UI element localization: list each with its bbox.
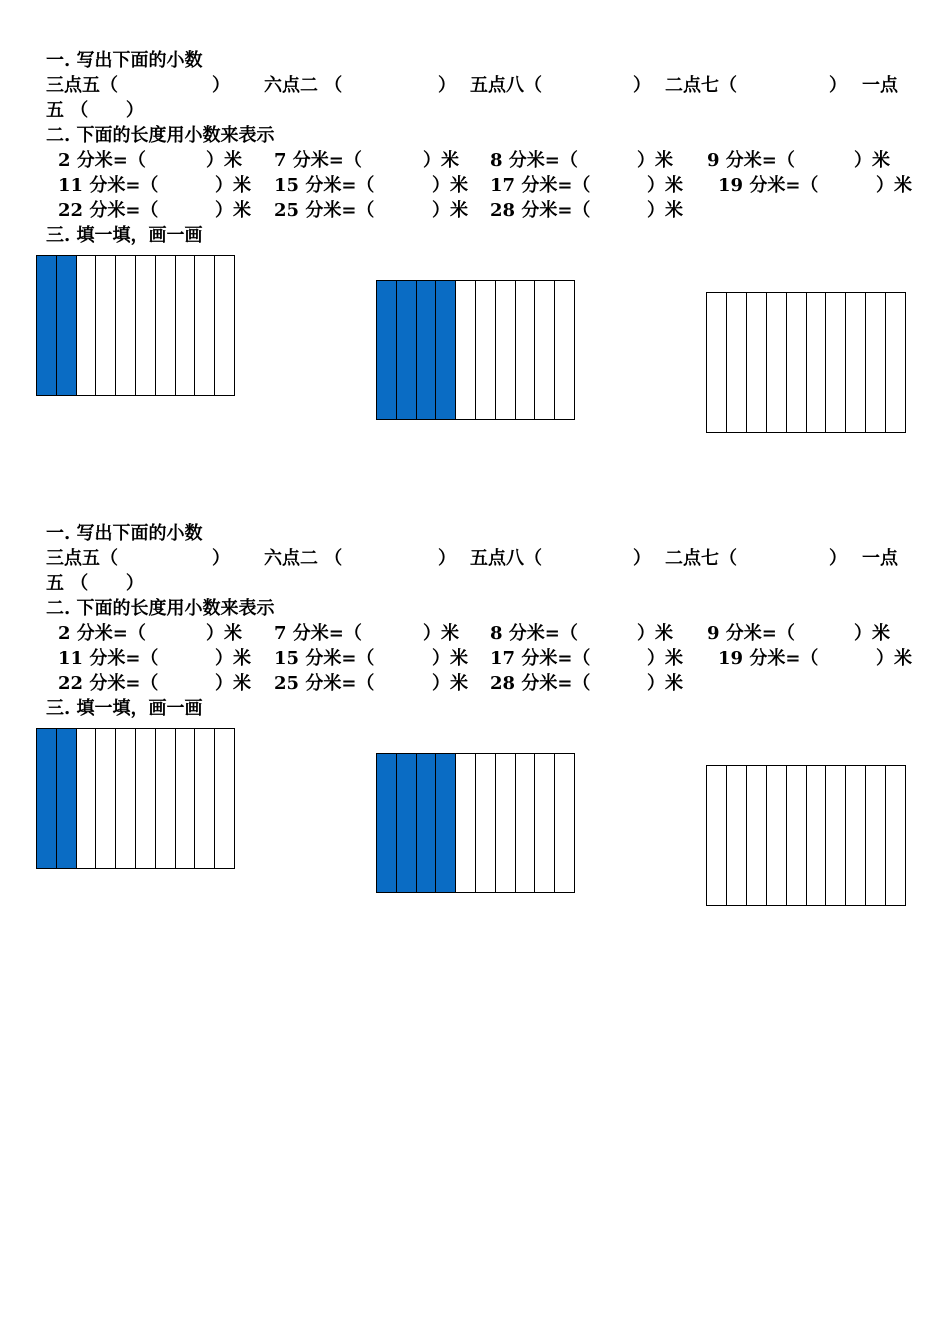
decimal-item: 六点二 （ <box>264 548 343 569</box>
decimal-item: ） <box>829 75 847 96</box>
decimal-item: 五点八（ <box>470 75 542 96</box>
empty-cell <box>866 766 886 905</box>
shaded-cell <box>417 754 437 892</box>
empty-cell <box>215 729 234 868</box>
empty-cell <box>707 766 727 905</box>
empty-cell <box>727 293 747 432</box>
length-question: 15 分米=（ <box>274 175 375 196</box>
tenths-strip <box>36 728 235 869</box>
empty-cell <box>176 256 196 395</box>
length-answer-close: ）米 <box>876 175 912 196</box>
length-answer-close: ）米 <box>876 648 912 669</box>
length-question: 28 分米=（ <box>490 673 591 694</box>
empty-cell <box>496 281 516 419</box>
length-answer-close: ）米 <box>647 648 683 669</box>
length-answer-close: ）米 <box>423 150 459 171</box>
decimal-item: ） <box>829 548 847 569</box>
empty-cell <box>747 293 767 432</box>
length-answer-close: ）米 <box>854 150 890 171</box>
empty-cell <box>516 754 536 892</box>
empty-cell <box>96 256 116 395</box>
shaded-cell <box>436 754 456 892</box>
length-answer-close: ）米 <box>854 623 890 644</box>
empty-cell <box>707 293 727 432</box>
decimal-item: 三点五（ <box>46 75 118 96</box>
length-question: 9 分米=（ <box>707 623 795 644</box>
length-question: 2 分米=（ <box>58 150 146 171</box>
length-answer-close: ）米 <box>432 200 468 221</box>
empty-cell <box>807 766 827 905</box>
decimal-item: 三点五（ <box>46 548 118 569</box>
tenths-strip <box>376 753 575 893</box>
length-answer-close: ）米 <box>647 175 683 196</box>
empty-cell <box>767 293 787 432</box>
empty-cell <box>456 281 476 419</box>
empty-cell <box>96 729 116 868</box>
length-answer-close: ）米 <box>432 673 468 694</box>
empty-cell <box>826 293 846 432</box>
shaded-cell <box>397 281 417 419</box>
section-1-title: 一. 写出下面的小数 <box>46 523 203 544</box>
length-question: 22 分米=（ <box>58 200 159 221</box>
decimal-item: 一点 <box>862 75 898 96</box>
length-question: 19 分米=（ <box>718 175 819 196</box>
length-answer-close: ）米 <box>432 648 468 669</box>
length-question: 22 分米=（ <box>58 673 159 694</box>
decimal-item: ） <box>212 75 230 96</box>
length-answer-close: ）米 <box>432 175 468 196</box>
empty-cell <box>787 293 807 432</box>
length-question: 25 分米=（ <box>274 673 375 694</box>
decimal-item: 六点二 （ <box>264 75 343 96</box>
length-question: 17 分米=（ <box>490 648 591 669</box>
empty-cell <box>555 754 574 892</box>
shaded-cell <box>397 754 417 892</box>
empty-cell <box>77 256 97 395</box>
decimal-item: ） <box>633 548 651 569</box>
decimal-item-wrap: 五 （ ） <box>46 573 144 594</box>
empty-cell <box>727 766 747 905</box>
shaded-cell <box>417 281 437 419</box>
shaded-cell <box>377 281 397 419</box>
empty-cell <box>195 256 215 395</box>
length-answer-close: ）米 <box>215 648 251 669</box>
length-question: 11 分米=（ <box>58 175 159 196</box>
empty-cell <box>156 256 176 395</box>
length-question: 15 分米=（ <box>274 648 375 669</box>
decimal-item: ） <box>212 548 230 569</box>
length-answer-close: ）米 <box>215 200 251 221</box>
decimal-item: 一点 <box>862 548 898 569</box>
decimal-item: ） <box>438 75 456 96</box>
empty-cell <box>136 256 156 395</box>
empty-cell <box>886 293 905 432</box>
section-1-title: 一. 写出下面的小数 <box>46 50 203 71</box>
empty-cell <box>476 281 496 419</box>
length-answer-close: ）米 <box>206 623 242 644</box>
length-question: 25 分米=（ <box>274 200 375 221</box>
section-3-title: 三. 填一填，画一画 <box>46 225 203 246</box>
empty-cell <box>535 281 555 419</box>
length-question: 17 分米=（ <box>490 175 591 196</box>
empty-cell <box>886 766 905 905</box>
shaded-cell <box>436 281 456 419</box>
length-question: 11 分米=（ <box>58 648 159 669</box>
shaded-cell <box>57 729 77 868</box>
section-2-title: 二. 下面的长度用小数来表示 <box>46 598 275 619</box>
empty-cell <box>787 766 807 905</box>
shaded-cell <box>377 754 397 892</box>
decimal-item: 二点七（ <box>665 75 737 96</box>
tenths-strip <box>376 280 575 420</box>
empty-cell <box>476 754 496 892</box>
empty-cell <box>826 766 846 905</box>
tenths-strip <box>36 255 235 396</box>
empty-cell <box>846 293 866 432</box>
decimal-item: ） <box>633 75 651 96</box>
section-3-title: 三. 填一填，画一画 <box>46 698 203 719</box>
length-answer-close: ）米 <box>206 150 242 171</box>
empty-cell <box>176 729 196 868</box>
tenths-strip <box>706 292 906 433</box>
empty-cell <box>555 281 574 419</box>
empty-cell <box>195 729 215 868</box>
length-question: 19 分米=（ <box>718 648 819 669</box>
section-2-title: 二. 下面的长度用小数来表示 <box>46 125 275 146</box>
empty-cell <box>456 754 476 892</box>
empty-cell <box>116 729 136 868</box>
empty-cell <box>496 754 516 892</box>
length-question: 8 分米=（ <box>490 150 578 171</box>
length-answer-close: ）米 <box>637 623 673 644</box>
length-question: 8 分米=（ <box>490 623 578 644</box>
length-answer-close: ）米 <box>215 673 251 694</box>
length-answer-close: ）米 <box>423 623 459 644</box>
empty-cell <box>215 256 234 395</box>
decimal-item: 二点七（ <box>665 548 737 569</box>
empty-cell <box>156 729 176 868</box>
length-answer-close: ）米 <box>637 150 673 171</box>
empty-cell <box>807 293 827 432</box>
length-question: 2 分米=（ <box>58 623 146 644</box>
shaded-cell <box>57 256 77 395</box>
empty-cell <box>136 729 156 868</box>
length-question: 28 分米=（ <box>490 200 591 221</box>
empty-cell <box>77 729 97 868</box>
length-question: 9 分米=（ <box>707 150 795 171</box>
decimal-item-wrap: 五 （ ） <box>46 100 144 121</box>
tenths-strip <box>706 765 906 906</box>
empty-cell <box>516 281 536 419</box>
decimal-item: 五点八（ <box>470 548 542 569</box>
empty-cell <box>846 766 866 905</box>
length-answer-close: ）米 <box>647 673 683 694</box>
empty-cell <box>767 766 787 905</box>
empty-cell <box>747 766 767 905</box>
length-question: 7 分米=（ <box>274 623 362 644</box>
empty-cell <box>116 256 136 395</box>
length-answer-close: ）米 <box>647 200 683 221</box>
empty-cell <box>866 293 886 432</box>
decimal-item: ） <box>438 548 456 569</box>
shaded-cell <box>37 729 57 868</box>
shaded-cell <box>37 256 57 395</box>
length-answer-close: ）米 <box>215 175 251 196</box>
empty-cell <box>535 754 555 892</box>
length-question: 7 分米=（ <box>274 150 362 171</box>
